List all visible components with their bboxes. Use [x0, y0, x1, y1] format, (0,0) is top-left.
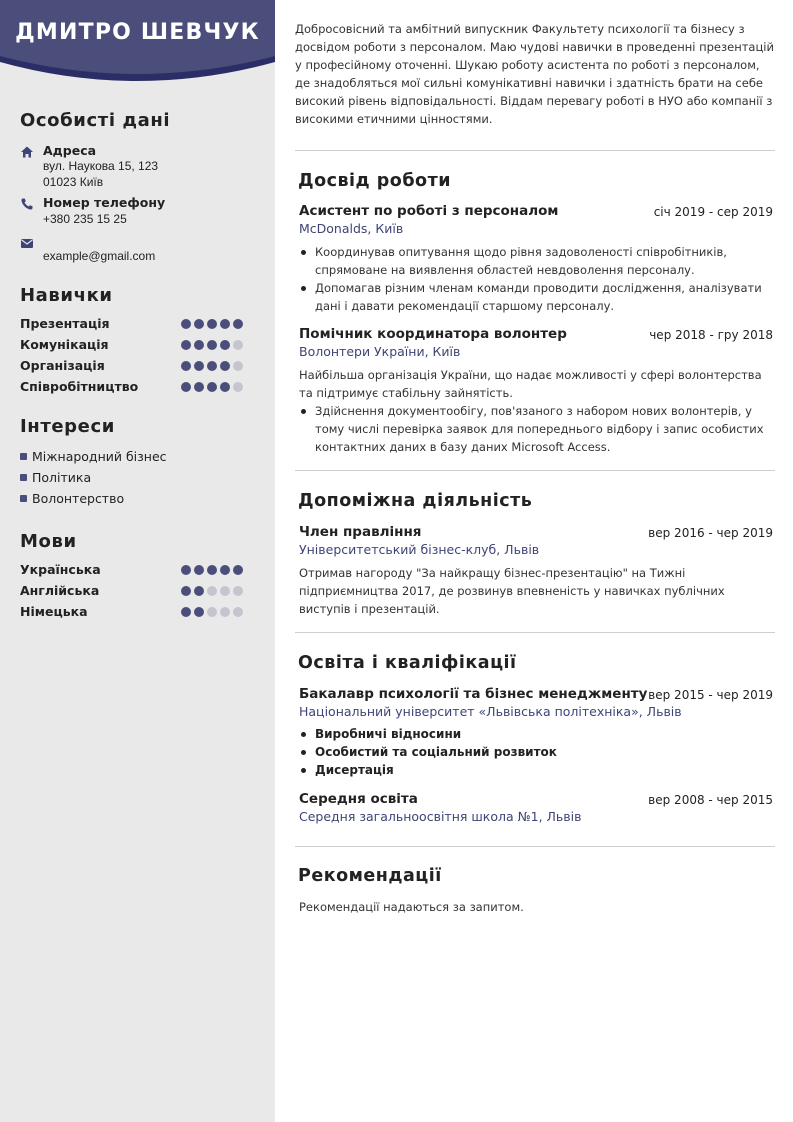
job-title: Помічник координатора волонтер — [299, 326, 567, 342]
skill-row — [20, 358, 250, 374]
rating-dot-filled — [233, 319, 243, 329]
candidate-name: ДМИТРО ШЕВЧУК — [15, 20, 260, 45]
job-title: Асистент по роботі з персоналом — [299, 203, 559, 219]
rating-dot-filled — [181, 586, 191, 596]
education-heading: Освіта і кваліфікації — [298, 653, 517, 673]
address-line-2: 01023 Київ — [43, 175, 104, 189]
rating-dot-filled — [220, 382, 230, 392]
rating-dot-filled — [181, 319, 191, 329]
rating-dot-filled — [207, 382, 217, 392]
skills-heading: Навички — [20, 285, 113, 306]
job-organization: McDonalds, Київ — [299, 221, 404, 236]
education-institution: Національний університет «Львівська політехніка», Львів — [299, 704, 682, 719]
personal-data-heading: Особисті дані — [20, 110, 171, 131]
job-bullet: Здійснення документообігу, пов'язаного з набором нових волонтерів, у тому числі перевірка заявок для попереднього відбору і запис особистих контактних даних в базу даних Microsoft Access. — [299, 402, 777, 456]
job-bullets — [299, 402, 777, 456]
address-item — [20, 143, 260, 193]
job-bullet: Допомагав різним членам команди проводити дослідження, аналізувати дані і давати рекомендації старшому персоналу. — [299, 279, 777, 315]
rating-dot-filled — [181, 340, 191, 350]
rating-dot-empty — [220, 607, 230, 617]
square-bullet-icon — [20, 453, 27, 460]
activity-title: Член правління — [299, 524, 422, 540]
email-address: example@gmail.com — [43, 249, 156, 263]
rating-dot-filled — [194, 382, 204, 392]
activities-heading: Допоміжна діяльність — [298, 491, 533, 511]
rating-dot-empty — [207, 607, 217, 617]
education-institution: Середня загальноосвітня школа №1, Львів — [299, 809, 582, 824]
education-bullets — [299, 725, 777, 779]
skill-label: Організація — [20, 358, 105, 373]
experience-heading: Досвід роботи — [298, 171, 451, 191]
language-label: Англійська — [20, 583, 100, 598]
rating-dot-filled — [194, 607, 204, 617]
phone-item — [20, 195, 260, 229]
skill-row — [20, 379, 250, 395]
rating-dot-filled — [220, 319, 230, 329]
job-description: Найбільша організація України, що надає можливості у сфері волонтерства та підтримує стабільну зайнятість. — [299, 368, 762, 400]
education-bullet: Особистий та соціальний розвиток — [299, 743, 777, 761]
address-line-1: вул. Наукова 15, 123 — [43, 159, 159, 173]
square-bullet-icon — [20, 495, 27, 502]
interest-label: Міжнародний бізнес — [32, 449, 167, 464]
languages-heading: Мови — [20, 531, 77, 552]
language-row — [20, 583, 250, 599]
phone-label: Номер телефону — [43, 195, 166, 210]
name-header-band — [0, 0, 275, 92]
interest-label: Політика — [32, 470, 92, 485]
rating-dot-empty — [233, 607, 243, 617]
section-divider — [295, 470, 775, 471]
rating-dot-filled — [194, 565, 204, 575]
address-label: Адреса — [43, 143, 97, 158]
skill-label: Комунікація — [20, 337, 109, 352]
rating-dot-filled — [181, 565, 191, 575]
section-divider — [295, 150, 775, 151]
interests-heading: Інтереси — [20, 416, 115, 437]
job-bullet: Координував опитування щодо рівня задоволеності співробітників, спрямоване на виявлення областей невдоволення персоналу. — [299, 243, 777, 279]
language-row — [20, 562, 250, 578]
envelope-icon — [20, 236, 34, 250]
rating-dot-filled — [220, 565, 230, 575]
rating-dot-empty — [233, 340, 243, 350]
rating-dot-filled — [194, 340, 204, 350]
rating-dot-filled — [181, 607, 191, 617]
job-bullets — [299, 243, 777, 315]
rating-dot-filled — [233, 565, 243, 575]
rating-dot-empty — [220, 586, 230, 596]
rating-dot-filled — [220, 340, 230, 350]
activity-description: Отримав нагороду "За найкращу бізнес-презентацію" на Тижні підприємництва 2017, де розвинув впевненість у навичках публічних виступів і презентацій. — [299, 566, 725, 616]
job-dates: січ 2019 - сер 2019 — [653, 205, 773, 219]
skill-label: Презентація — [20, 316, 110, 331]
home-icon — [20, 145, 34, 159]
rating-dot-empty — [233, 586, 243, 596]
references-heading: Рекомендації — [298, 866, 442, 886]
section-divider — [295, 846, 775, 847]
rating-dot-filled — [207, 340, 217, 350]
phone-icon — [20, 197, 34, 211]
rating-dot-empty — [233, 361, 243, 371]
profile-summary: Добросовісний та амбітний випускник Факультету психології та бізнесу з досвідом роботи з персоналом. Маю чудові навички в проведенні презентацій у професійному оточенні. Шукаю роботу асистента по роботі з персоналом, де знадобляться мої сильні комунікативні навички і здатність брати на себе високий рівень відповідальності. Віддам перевагу роботі в НУО або компанії з високими етичними цінностями. — [295, 22, 774, 126]
main-content — [275, 0, 793, 1122]
sidebar — [0, 0, 275, 1122]
education-dates: вер 2008 - чер 2015 — [648, 793, 773, 807]
skill-label: Співробітництво — [20, 379, 139, 394]
rating-dot-filled — [181, 382, 191, 392]
rating-dot-filled — [207, 565, 217, 575]
rating-dot-filled — [194, 361, 204, 371]
language-row — [20, 604, 250, 620]
square-bullet-icon — [20, 474, 27, 481]
references-text: Рекомендації надаються за запитом. — [299, 900, 524, 914]
education-dates: вер 2015 - чер 2019 — [648, 688, 773, 702]
education-bullet: Дисертація — [299, 761, 777, 779]
skill-row — [20, 337, 250, 353]
rating-dot-filled — [207, 319, 217, 329]
job-organization: Волонтери України, Київ — [299, 344, 461, 359]
language-label: Німецька — [20, 604, 88, 619]
header-wave-shape — [0, 0, 275, 92]
activity-dates: вер 2016 - чер 2019 — [648, 526, 773, 540]
rating-dot-empty — [207, 586, 217, 596]
rating-dot-empty — [233, 382, 243, 392]
job-dates: чер 2018 - гру 2018 — [649, 328, 773, 342]
phone-number: +380 235 15 25 — [43, 212, 127, 226]
rating-dot-filled — [181, 361, 191, 371]
education-title: Бакалавр психології та бізнес менеджменту — [299, 686, 648, 702]
section-divider — [295, 632, 775, 633]
education-bullet: Виробничі відносини — [299, 725, 777, 743]
rating-dot-filled — [207, 361, 217, 371]
rating-dot-filled — [194, 586, 204, 596]
education-title: Середня освіта — [299, 791, 418, 807]
skill-row — [20, 316, 250, 332]
email-item — [20, 234, 260, 264]
rating-dot-filled — [194, 319, 204, 329]
activity-organization: Університетський бізнес-клуб, Львів — [299, 542, 540, 557]
rating-dot-filled — [220, 361, 230, 371]
interest-label: Волонтерство — [32, 491, 125, 506]
language-label: Українська — [20, 562, 101, 577]
